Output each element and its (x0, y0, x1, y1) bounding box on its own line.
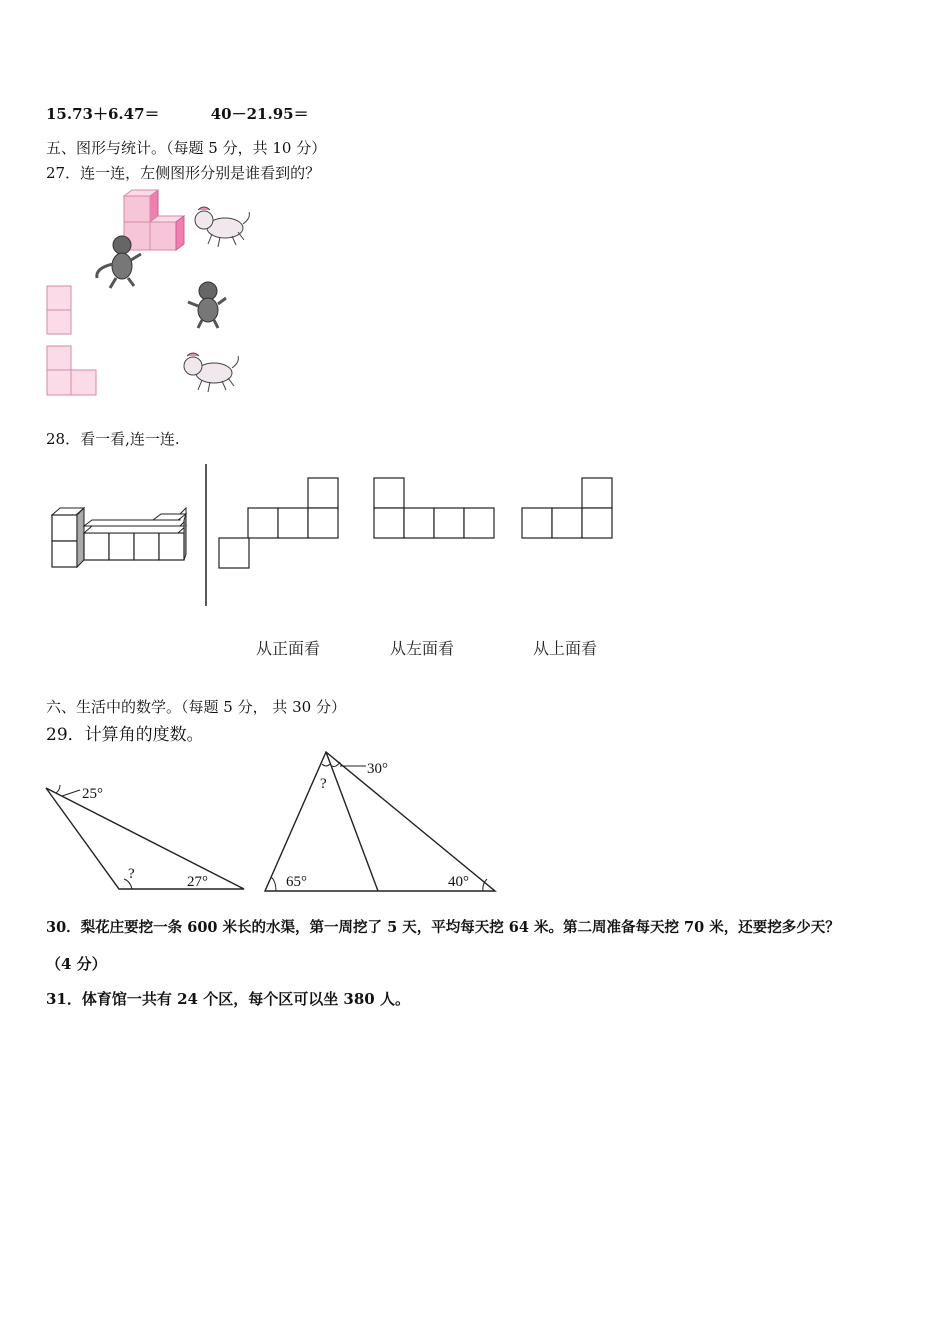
view-option-1 (219, 478, 338, 568)
caption-top-view: 从上面看 (533, 639, 598, 658)
question-27: 27．连一连，左侧图形分别是谁看到的？ (46, 164, 321, 182)
question-31: 31．体育馆一共有 24 个区，每个区可以坐 380 人。 (46, 990, 410, 1008)
q29-figure (40, 748, 510, 898)
question-30-points: （4 分） (46, 955, 107, 973)
q28-figure (40, 460, 640, 610)
pink-cube-stack (124, 190, 184, 250)
caption-left-view: 从左面看 (390, 639, 455, 658)
option-shape-l (47, 346, 96, 395)
caption-front-view: 从正面看 (256, 639, 321, 658)
triangle-2-right-angle: 40° (448, 874, 469, 890)
view-option-3 (522, 478, 612, 538)
triangle-1-mid-angle: ? (128, 866, 135, 882)
calc-expr-2: 40－21.95＝ (210, 105, 309, 123)
cube-solid (52, 508, 186, 567)
section-5-title: 五、图形与统计。（每题 5 分，共 10 分） (46, 139, 327, 157)
question-29: 29．计算角的度数。 (46, 725, 204, 745)
calc-row (46, 103, 309, 124)
triangle-2 (265, 752, 495, 891)
calc-expr-1: 15.73＋6.47＝ (46, 105, 160, 123)
section-6-title: 六、生活中的数学。（每题 5 分， 共 30 分） (46, 698, 346, 716)
question-30: 30．梨花庄要挖一条 600 米长的水渠，第一周挖了 5 天，平均每天挖 64 米。第二周准备每天挖 70 米，还要挖多少天？ (46, 919, 840, 936)
option-shape-column (47, 286, 71, 334)
q27-figure (40, 188, 270, 403)
triangle-2-top-unknown: ? (320, 776, 327, 792)
triangle-2-left-angle: 65° (286, 874, 307, 890)
question-28: 28．看一看,连一连. (46, 430, 180, 448)
triangle-1-right-angle: 27° (187, 874, 208, 890)
view-option-2 (374, 478, 494, 538)
dog-icon (184, 353, 238, 392)
dog-icon (195, 207, 249, 247)
triangle-1-top-angle: 25° (82, 786, 103, 802)
monkey-icon (188, 282, 226, 328)
triangle-1 (46, 785, 244, 890)
triangle-2-top-given: 30° (367, 761, 388, 777)
